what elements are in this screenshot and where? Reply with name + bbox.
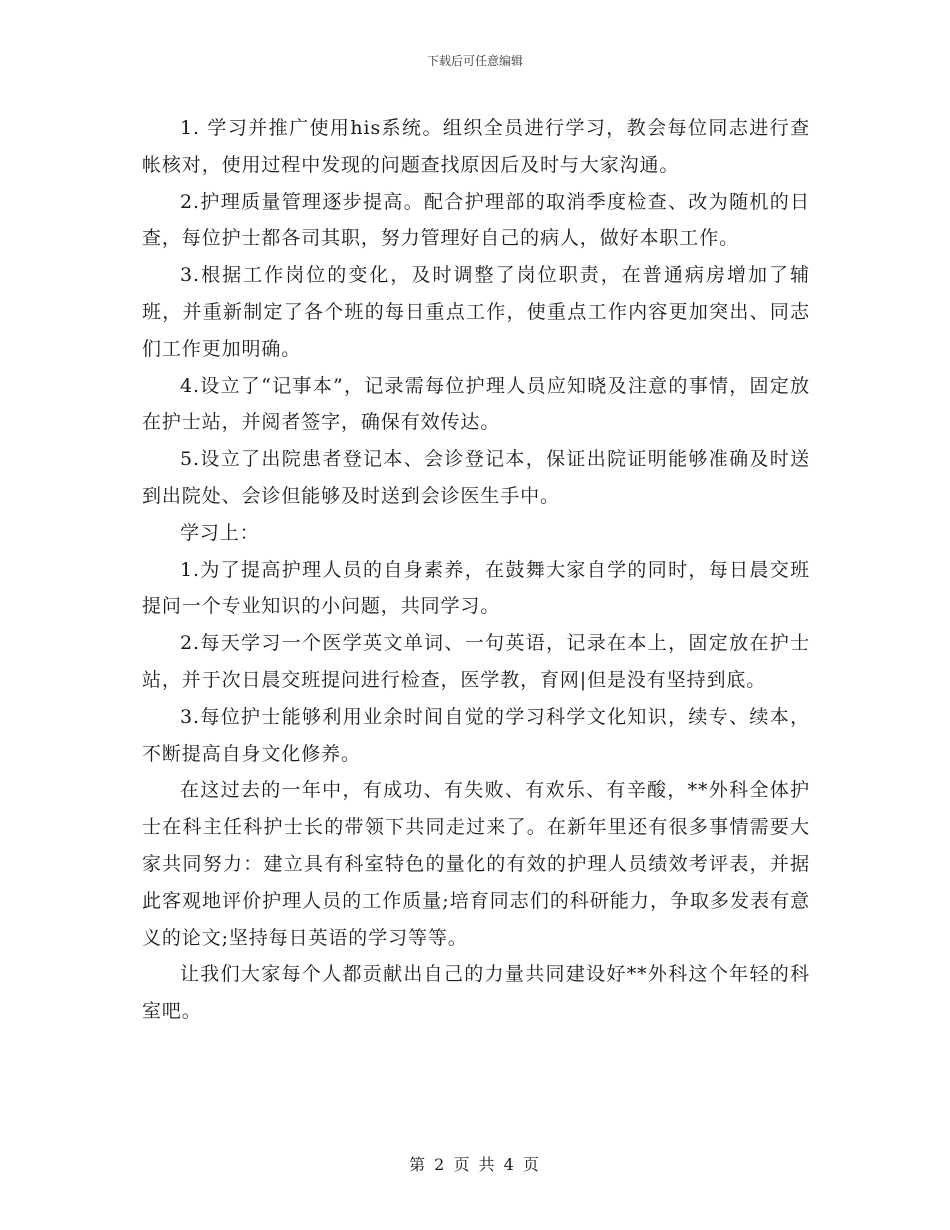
- page-number: 第 2 页 共 4 页: [409, 1155, 541, 1174]
- section-heading-study: 学习上：: [180, 521, 260, 544]
- paragraph-closing: 让我们大家每个人都贡献出自己的力量共同建设好**外科这个年轻的科室吧。: [142, 963, 810, 1023]
- paragraph-his-system: 1. 学习并推广使用his系统。组织全员进行学习，教会每位同志进行查帐核对，使用过程中发现的问题查找原因后及时与大家沟通。: [142, 117, 810, 176]
- document-body: [142, 110, 810, 1030]
- paragraph-registration: 5.设立了出院患者登记本、会诊登记本，保证出院证明能够准确及时送到出院处、会诊但能够及时送到会诊医生手中。: [142, 448, 810, 507]
- paragraph-quality-management: 2.护理质量管理逐步提高。配合护理部的取消季度检查、改为随机的日查，每位护士都各司其职，努力管理好自己的病人，做好本职工作。: [142, 190, 810, 250]
- paragraph-self-study: 1.为了提高护理人员的自身素养，在鼓舞大家自学的同时，每日晨交班提问一个专业知识的小问题，共同学习。: [142, 558, 810, 618]
- paragraph-continuing-education: 3.每位护士能够利用业余时间自觉的学习科学文化知识，续专、续本，不断提高自身文化修养。: [142, 705, 810, 765]
- paragraph-post-duties: 3.根据工作岗位的变化，及时调整了岗位职责，在普通病房增加了辅班，并重新制定了各个班的每日重点工作，使重点工作内容更加突出、同志们工作更加明确。: [142, 264, 810, 360]
- paragraph-notebook: 4.设立了“记事本”，记录需每位护理人员应知晓及注意的事情，固定放在护士站，并阅者签字，确保有效传达。: [142, 374, 810, 434]
- paragraph-english-study: 2.每天学习一个医学英文单词、一句英语，记录在本上，固定放在护士站，并于次日晨交班提问进行检查，医学教，育网|但是没有坚持到底。: [142, 632, 810, 691]
- paragraph-year-summary: 在这过去的一年中，有成功、有失败、有欢乐、有辛酸，**外科全体护士在科主任科护士长的带领下共同走过来了。在新年里还有很多事情需要大家共同努力：建立具有科室特色的量化的有效的护理人员绩效考评表，并据此客观地评价护理人员的工作质量;培育同志们的科研能力，争取多发表有意义的论文;坚持每日英语的学习等等。: [142, 779, 810, 949]
- page-header: 下载后可任意编辑: [426, 54, 523, 68]
